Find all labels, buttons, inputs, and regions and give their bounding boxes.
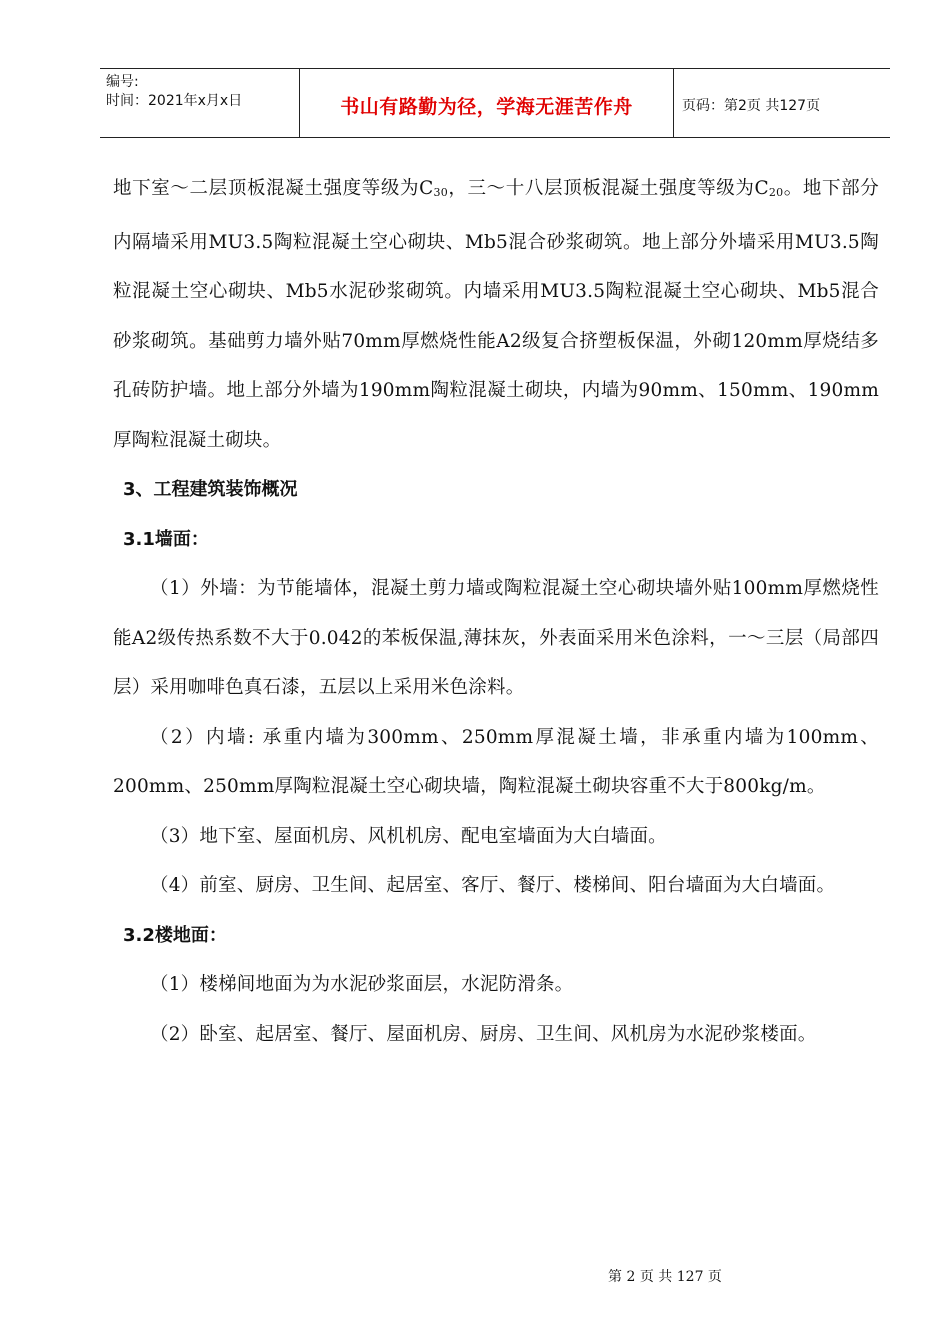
section-heading-decoration: 3、工程建筑装饰概况 xyxy=(123,479,298,500)
wall-item-4: （4）前室、厨房、卫生间、起居室、客厅、餐厅、楼梯间、阳台墙面为大白墙面。 xyxy=(150,875,836,896)
page-header xyxy=(100,68,890,138)
floor-item-2: （2）卧室、起居室、餐厅、屋面机房、厨房、卫生间、风机房为水泥砂浆楼面。 xyxy=(150,1023,817,1045)
document-body xyxy=(113,164,879,1059)
wall-item-3: （3）地下室、屋面机房、风机机房、配电室墙面为大白墙面。 xyxy=(150,825,667,847)
header-motto-cell xyxy=(300,69,674,137)
document-number-label: 编号: xyxy=(106,74,139,90)
subsection-heading-floor: 3.2楼地面： xyxy=(123,924,227,946)
subsection-heading-wall: 3.1墙面： xyxy=(123,528,209,550)
header-meta xyxy=(100,69,300,137)
structure-paragraph: 地下室～二层顶板混凝土强度等级为$C_{30}$，三～十八层顶板混凝土强度等级为$C_{20}$。地下部分内隔墙采用MU3.5陶粒混凝土空心砌块、Mb5混合砂浆砌筑。地上部分外墙采用MU3.5陶粒混凝土空心砌块、Mb5水泥砂浆砌筑。内墙采用MU3.5陶粒混凝土空心砌块、Mb5混合砂浆砌筑。基础剪力墙外贴70mm厚燃烧性能A2级复合挤塑板保温，外砌120mm厚烧结多孔砖防护墙。地上部分外墙为190mm陶粒混凝土砌块，内墙为90mm、150mm、190mm 厚陶粒混凝土砌块。 xyxy=(113,178,879,451)
wall-item-1: （1）外墙：为节能墙体，混凝土剪力墙或陶粒混凝土空心砌块墙外贴100mm厚燃烧性能A2级传热系数不大于0.042的苯板保温,薄抹灰，外表面采用米色涂料，一～三层（局部四层）采用咖啡色真石漆，五层以上采用米色涂料。 xyxy=(113,578,879,698)
wall-item-2: （2）内墙: 承重内墙为300mm、250mm厚混凝土墙，非承重内墙为100mm、200mm、250mm厚陶粒混凝土空心砌块墙，陶粒混凝土砌块容重不大于800kg/m。 xyxy=(113,726,879,797)
document-time: 时间：2021年x月x日 xyxy=(106,93,243,109)
floor-item-1: （1）楼梯间地面为为水泥砂浆面层，水泥防滑条。 xyxy=(150,974,574,995)
header-motto: 书山有路勤为径，学海无涯苦作舟 xyxy=(340,95,633,118)
header-page-info: 页码：第2页 共127页 xyxy=(682,98,821,114)
page-footer: 第 2 页 共 127 页 xyxy=(608,1269,722,1285)
